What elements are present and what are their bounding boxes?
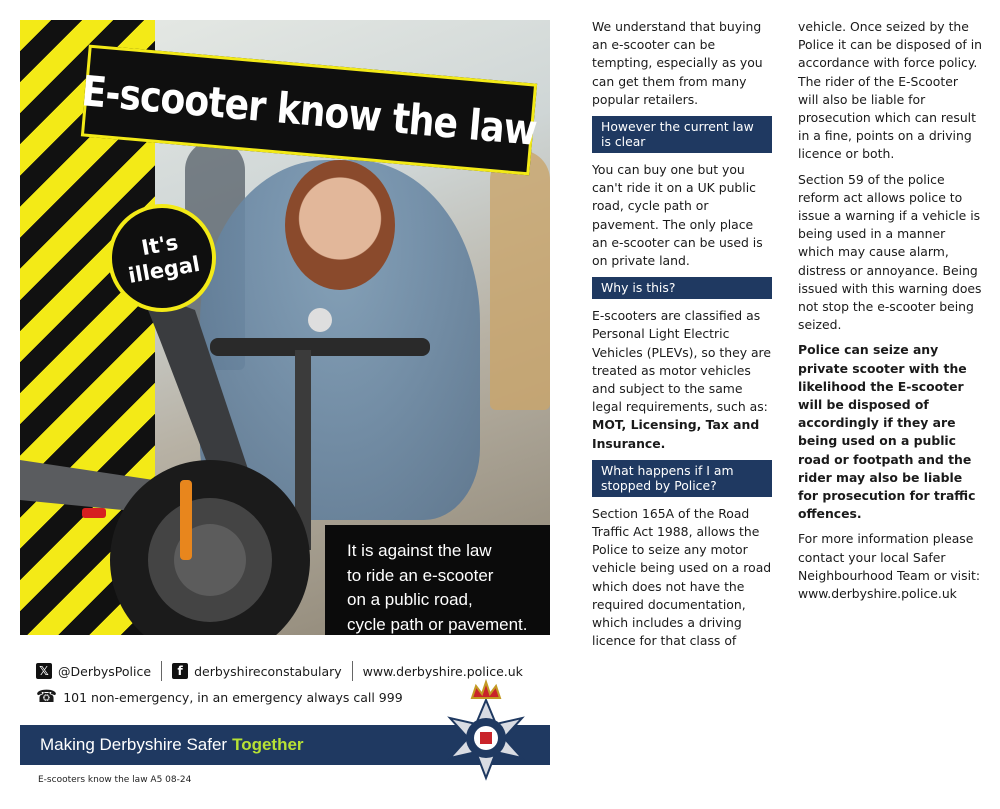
- plevs-text: E-scooters are classified as Personal Light Electric Vehicles (PLEVs), so they are treated as motor vehicles and subject to the same legal requirements, such as:: [592, 308, 772, 415]
- police-crest-icon: [438, 678, 534, 794]
- paragraph-section-59: Section 59 of the police reform act allows police to issue a warning if a vehicle is being used in a manner which may cause alarm, distress or annoyance. Being issued with this warning does not stop the e-scooter being seized.: [798, 171, 982, 333]
- phone-line: [36, 687, 403, 707]
- phone-text: 101 non-emergency, in an emergency always call 999: [63, 689, 403, 705]
- heading-stopped: What happens if I am stopped by Police?: [592, 460, 772, 497]
- law-statement: It is against the law to ride an e-scooter on a public road, cycle path or pavement.: [347, 541, 528, 634]
- paragraph-plevs: [592, 307, 772, 453]
- facebook-handle[interactable]: derbyshireconstabulary: [194, 663, 342, 679]
- illegal-badge-text: It's illegal: [126, 230, 202, 288]
- paragraph-private-land: You can buy one but you can't ride it on a UK public road, cycle path or pavement. The only place an e-scooter can be used is on private land.: [592, 162, 763, 269]
- x-logo-icon[interactable]: 𝕏: [36, 663, 52, 679]
- text-column-1: [592, 18, 772, 657]
- paragraph-seizure: vehicle. Once seized by the Police it can be disposed of in accordance with force policy. The rider of the E-Scooter will also be liable for prosecution which can result in a fine, points on a driving licence or both.: [798, 19, 983, 162]
- paragraph-section-165a: Section 165A of the Road Traffic Act 1988, allows the Police to seize any motor vehicle being used on a road which does not have the required documentation, which includes a driving licence for that class of: [592, 505, 772, 649]
- facebook-logo-icon[interactable]: f: [172, 663, 188, 679]
- plevs-requirements: MOT, Licensing, Tax and Insurance.: [592, 417, 760, 451]
- slogan-highlight: Together: [232, 735, 304, 754]
- slogan-main: Making Derbyshire Safer: [40, 735, 228, 754]
- paragraph-police-seize: Police can seize any private scooter with the likelihood the E-scooter will be disposed of accordingly if they are being used on a public road or footpath and the rider may also be liable for prosecution for traffic offences.: [798, 342, 976, 522]
- paragraph-more-info: For more information please contact your local Safer Neighbourhood Team or visit: www.derbyshire.police.uk: [798, 531, 981, 602]
- telephone-icon: ☎: [36, 687, 58, 707]
- website-link[interactable]: www.derbyshire.police.uk: [362, 663, 523, 679]
- poster-title: E-scooter know the law: [79, 65, 539, 155]
- divider: [161, 661, 162, 681]
- hero-image: [20, 20, 550, 635]
- law-statement-box: [325, 525, 550, 635]
- twitter-handle[interactable]: @DerbysPolice: [58, 663, 152, 679]
- intro-paragraph: We understand that buying an e-scooter can be tempting, especially as you can get them from many popular retailers.: [592, 19, 763, 107]
- divider: [352, 661, 353, 681]
- text-column-2: [798, 18, 982, 610]
- heading-law-clear: However the current law is clear: [592, 116, 772, 153]
- footnote: E-scooters know the law A5 08-24: [38, 775, 192, 785]
- heading-why: Why is this?: [592, 277, 772, 299]
